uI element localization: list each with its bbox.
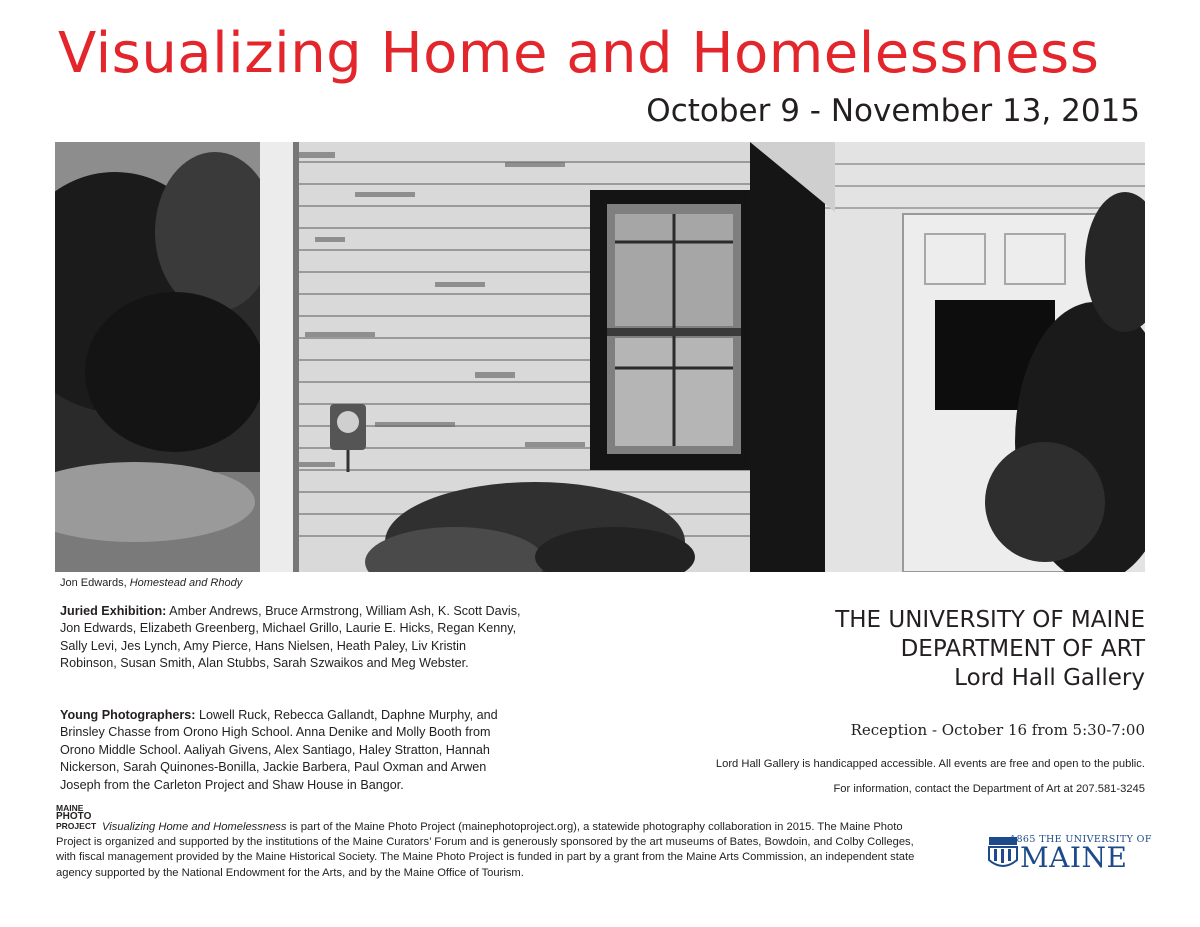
um-logo-year: 1865 (1010, 834, 1036, 845)
um-logo-main: MAINE (1020, 841, 1128, 874)
org-university: THE UNIVERSITY OF MAINE (835, 607, 1145, 633)
organization-block (835, 606, 1145, 693)
photo-caption-title: Homestead and Rhody (129, 577, 243, 589)
mpp-logo-line2: PHOTO (56, 811, 92, 822)
org-department: DEPARTMENT OF ART (900, 636, 1145, 662)
young-photographers-label: Young Photographers: (60, 708, 196, 722)
mpp-logo-line1: MAINE (56, 803, 84, 813)
mpp-logo-line3: PROJECT (56, 821, 97, 831)
reception-time: Reception - October 16 from 5:30-7:00 (850, 721, 1145, 739)
young-photographers-names: Lowell Ruck, Rebecca Gallandt, Daphne Murphy, and Brinsley Chasse from Orono High School. Anna Denike and Molly Booth from Orono Middle School. Aaliyah Givens, Alex Santiago, Haley Stratton, Hannah Nickerson, Sarah Quinones-Bonilla, Jackie Barbera, Paul Oxman and Arwen Joseph from the Carleton Project and Shaw House in Bangor. (60, 708, 498, 792)
footer-exhibition-title: Visualizing Home and Homelessness (102, 821, 287, 833)
juried-exhibition-label: Juried Exhibition: (60, 604, 167, 618)
um-logo-top-text: THE UNIVERSITY OF (1039, 834, 1152, 845)
contact-info: For information, contact the Department of Art at 207.581-3245 (833, 783, 1145, 795)
poster-title: Visualizing Home and Homelessness (58, 21, 1100, 86)
footer-paragraph (56, 820, 936, 881)
exhibition-dates: October 9 - November 13, 2015 (646, 93, 1140, 129)
org-gallery: Lord Hall Gallery (954, 665, 1145, 691)
photo-caption (60, 575, 242, 591)
juried-exhibition-paragraph (60, 603, 525, 673)
young-photographers-paragraph (60, 707, 525, 794)
accessibility-note: Lord Hall Gallery is handicapped accessible. All events are free and open to the public. (715, 758, 1145, 770)
juried-exhibition-names: Amber Andrews, Bruce Armstrong, William Ash, K. Scott Davis, Jon Edwards, Elizabeth Greenberg, Michael Grillo, Laurie E. Hicks, Regan Kenny, Sally Levi, Jes Lynch, Amy Pierce, Hans Nielsen, Heath Paley, Liv Kristin Robinson, Susan Smith, Alan Stubbs, Sarah Szwaikos and Meg Webster. (60, 604, 521, 671)
university-of-maine-logo (988, 834, 1152, 874)
footer-text: is part of the Maine Photo Project (mainephotoproject.org), a statewide photography collaboration in 2015. The Maine Photo Project is organized and supported by the institutions of the Maine Curators’ Forum and is generously sponsored by the art museums of Bates, Bowdoin, and Colby Colleges, with fiscal management provided by the Maine Historical Society. The Maine Photo Project is funded in part by a grant from the Maine Arts Commission, an independent state agency supported by the National Endowment for the Arts, and by the Maine Office of Tourism. (56, 821, 915, 879)
house-photograph (55, 142, 1145, 572)
photo-caption-author: Jon Edwards, (60, 577, 130, 589)
